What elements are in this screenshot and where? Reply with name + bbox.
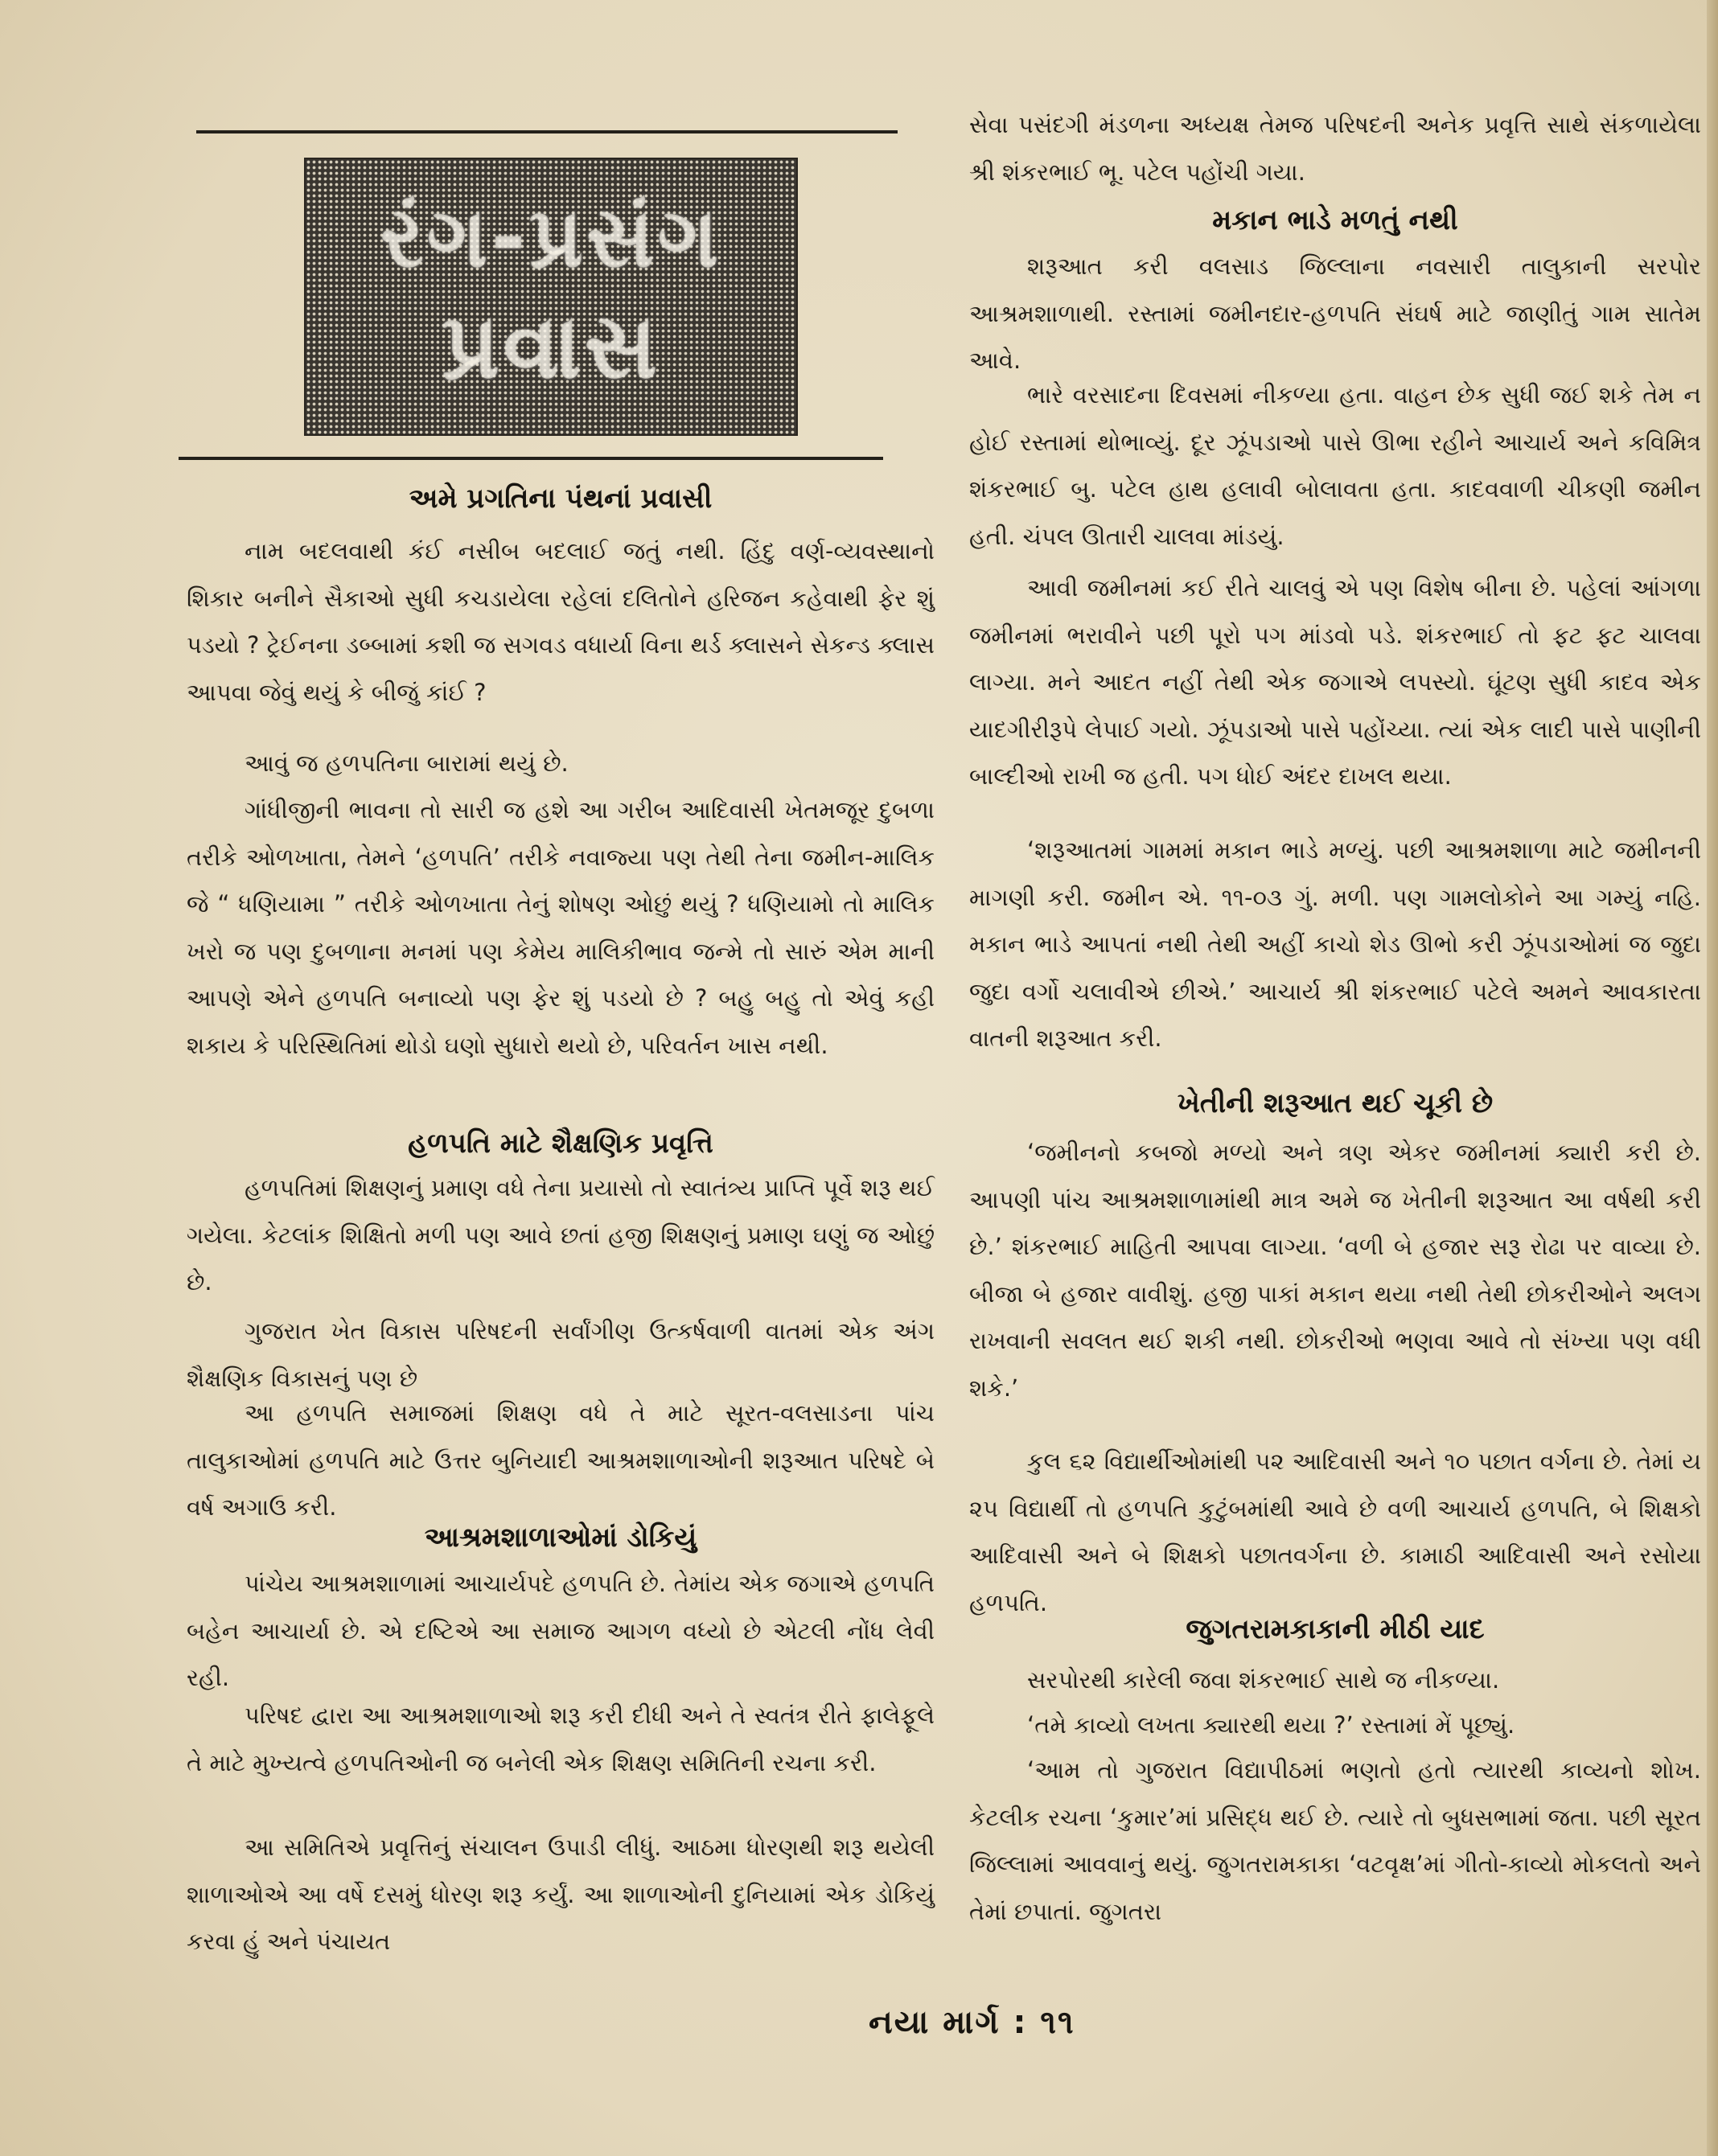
para-parishad: ગુજરાત ખેત વિકાસ પરિષદની સર્વાંગીણ ઉત્કર્ષવાળી વાતમાં એક અંગ શૈક્ષણિક વિકાસનું પણ છે <box>187 1317 935 1392</box>
heading-makan-bhade: મકાન ભાડે મળતું નથી <box>1212 204 1458 236</box>
para-jamin-kabjo: ‘જમીનનો કબજો મળ્યો અને ત્રણ એકર જમીનમાં ક્યારી કરી છે. આપણી પાંચ આશ્રમશાળામાંથી માત્ર અમે જ ખેતીની શરૂઆત આ વર્ષથી કરી છે.’ શંકરભાઈ માહિતી આપવા લાગ્યા. ‘વળી બે હજાર સરૂ રોઢા પર વાવ્યા છે. બીજા બે હજાર વાવીશું. હજી પાકાં મકાન થયા નથી તેથી છોકરીઓને અલગ રાખવાની સવલત થઈ શકી નથી. છોકરીઓ ભણવા આવે તો સંખ્યા પણ વધી શકે.’ <box>969 1139 1701 1402</box>
masthead-bottom-rule <box>179 457 883 460</box>
top-rule <box>196 130 898 133</box>
para-shikshan-praman: હળપતિમાં શિક્ષણનું પ્રમાણ વધે તેના પ્રયાસો તો સ્વાતંત્ર્ય પ્રાપ્તિ પૂર્વે શરૂ થઈ ગયેલા. કેટલાંક શિક્ષિતો મળી પણ આવે છતાં હજી શિક્ષણનું પ્રમાણ ઘણું જ ઓછું છે. <box>187 1174 935 1296</box>
heading-kheti: ખેતીની શરૂઆત થઈ ચૂકી છે <box>1177 1087 1494 1119</box>
para-aam-to: ‘આમ તો ગુજરાત વિદ્યાપીઠમાં ભણતો હતો ત્યારથી કાવ્યનો શોખ. કેટલીક રચના ‘કુમાર’માં પ્રસિદ્ધ થઈ છે. ત્યારે તો બુધસભામાં જતા. પછી સૂરત જિલ્લામાં આવવાનું થયું. જુગતરામકાકા ‘વટવૃક્ષ’માં ગીતો-કાવ્યો મોકલતો અને તેમાં છપાતાં. જુગતરા <box>969 1756 1701 1925</box>
heading-ashramshala: આશ્રમશાળાઓમાં ડોકિયું <box>424 1522 697 1554</box>
masthead-line-1: રંગ-પ્રસંગ <box>380 188 722 286</box>
para-gandhiji: ગાંધીજીની ભાવના તો સારી જ હશે આ ગરીબ આદિવાસી ખેતમજૂર દુબળા તરીકે ઓળખાતા, તેમને ‘હળપતિ’ તરીકે નવાજ્યા પણ તેથી તેના જમીન-માલિક જે “ ધણિયામા ” તરીકે ઓળખાતા તેનું શોષણ ઓછું થયું ? ધણિયામો તો માલિક ખરો જ પણ દુબળાના મનમાં પણ કેમેય માલિકીભાવ જન્મે તો સારું એમ માની આપણે એને હળપતિ બનાવ્યો પણ ફેર શું પડયો છે ? બહુ બહુ તો એવું કહી શકાય કે પરિસ્થિતિમાં થોડો ઘણો સુધારો થયો છે, પરિવર્તન ખાસ નથી. <box>187 796 935 1059</box>
para-samiti: આ સમિતિએ પ્રવૃત્તિનું સંચાલન ઉપાડી લીધું. આઠમા ધોરણથી શરૂ થયેલી શાળાઓએ આ વર્ષે દસમું ધોરણ શરૂ કર્યું. આ શાળાઓની દુનિયામાં એક ડોકિયું કરવા હું અને પંચાયત <box>187 1834 935 1955</box>
heading-shaikshanik: હળપતિ માટે શૈક્ષણિક પ્રવૃત્તિ <box>408 1127 713 1160</box>
para-halpati-samaj: આ હળપતિ સમાજમાં શિક્ષણ વધે તે માટે સૂરત-વલસાડના પાંચ તાલુકાઓમાં હળપતિ માટે ઉત્તર બુનિયાદી આશ્રમશાળાઓની શરૂઆત પરિષદે બે વર્ષ અગાઉ કરી. <box>187 1399 935 1521</box>
para-naam: નામ બદલવાથી કંઈ નસીબ બદલાઈ જતું નથી. હિંદુ વર્ણ-વ્યવસ્થાનો શિકાર બનીને સૈકાઓ સુધી કચડાયેલા રહેલાં દલિતોને હરિજન કહેવાથી ફેર શું પડયો ? ટ્રેઈનના ડબ્બામાં કશી જ સગવડ વધાર્યા વિના થર્ડ ક્લાસને સેકન્ડ ક્લાસ આપવા જેવું થયું કે બીજું કાંઈ ? <box>187 537 935 706</box>
para-parishad-dwara: પરિષદ દ્વારા આ આશ્રમશાળાઓ શરૂ કરી દીધી અને તે સ્વતંત્ર રીતે ફાલેફૂલે તે માટે મુખ્યત્વે હળપતિઓની જ બનેલી એક શિક્ષણ સમિતિની રચના કરી. <box>187 1702 935 1776</box>
heading-jugatram: જુગતરામકાકાની મીઠી યાદ <box>1186 1613 1485 1645</box>
page-edge <box>1707 0 1718 2156</box>
para-bhare-varsad: ભારે વરસાદના દિવસમાં નીકળ્યા હતા. વાહન છેક સુધી જઈ શકે તેમ ન હોઈ રસ્તામાં થોભાવ્યું. દૂર ઝૂંપડાઓ પાસે ઊભા રહીને આચાર્ય અને કવિમિત્ર શંકરભાઈ બુ. પટેલ હાથ હલાવી બોલાવતા હતા. કાદવવાળી ચીકણી જમીન હતી. ચંપલ ઊતારી ચાલવા માંડયું. <box>969 381 1701 550</box>
para-pancheya: પાંચેય આશ્રમશાળામાં આચાર્યપદે હળપતિ છે. તેમાંય એક જગાએ હળપતિ બહેન આચાર્યા છે. એ દષ્ટિએ આ સમાજ આગળ વધ્યો છે એટલી નોંધ લેવી રહી. <box>187 1570 935 1691</box>
para-kul-vidyarthi: કુલ ૬૨ વિદ્યાર્થીઓમાંથી ૫૨ આદિવાસી અને ૧૦ પછાત વર્ગના છે. તેમાં ય ૨૫ વિદ્યાર્થી તો હળપતિ કુટુંબમાંથી આવે છે વળી આચાર્ય હળપતિ, બે શિક્ષકો આદિવાસી અને બે શિક્ષકો પછાતવર્ગના છે. કામાઠી આદિવાસી અને રસોયા હળપતિ. <box>969 1448 1701 1616</box>
para-sharuaat: શરૂઆત કરી વલસાડ જિલ્લાના નવસારી તાલુકાની સરપોર આશ્રમશાળાથી. રસ્તામાં જમીનદાર-હળપતિ સંઘર્ષ માટે જાણીતું ગામ સાતેમ આવે. <box>969 253 1701 374</box>
masthead-line-2: પ્રવાસ <box>441 294 661 399</box>
para-aavi-jamin: આવી જમીનમાં કઈ રીતે ચાલવું એ પણ વિશેષ બીના છે. પહેલાં આંગળા જમીનમાં ભરાવીને પછી પૂરો પગ માંડવો પડે. શંકરભાઈ તો ફટ ફટ ચાલવા લાગ્યા. મને આદત નહીં તેથી એક જગાએ લપસ્યો. ઘૂંટણ સુધી કાદવ એક યાદગીરીરૂપે લેપાઈ ગયો. ઝૂંપડાઓ પાસે પહોંચ્યા. ત્યાં એક લાદી પાસે પાણીની બાલ્દીઓ રાખી જ હતી. પગ ધોઈ અંદર દાખલ થયા. <box>969 574 1701 790</box>
heading-pragati: અમે પ્રગતિના પંથનાં પ્રવાસી <box>409 483 713 515</box>
para-tame-kavyo: ‘તમે કાવ્યો લખતા ક્યારથી થયા ?’ રસ્તામાં મેં પૂછ્યું. <box>1027 1711 1515 1739</box>
para-seva: સેવા પસંદગી મંડળના અધ્યક્ષ તેમજ પરિષદની અનેક પ્રવૃત્તિ સાથે સંકળાયેલા શ્રી શંકરભાઈ ભૂ. પટેલ પહોંચી ગયા. <box>969 111 1701 186</box>
section-masthead-image <box>304 158 798 436</box>
para-aavu-j: આવું જ હળપતિના બારામાં થયું છે. <box>245 749 569 777</box>
page-footer: નયા માર્ગ : ૧૧ <box>869 2004 1075 2041</box>
para-sarpor: સરપોરથી કારેલી જવા શંકરભાઈ સાથે જ નીકળ્યા. <box>1027 1666 1500 1694</box>
para-gamma-makan: ‘શરૂઆતમાં ગામમાં મકાન ભાડે મળ્યું. પછી આશ્રમશાળા માટે જમીનની માગણી કરી. જમીન એ. ૧૧-૦૩ ગું. મળી. પણ ગામલોકોને આ ગમ્યું નહિ. મકાન ભાડે આપતાં નથી તેથી અહીં કાચો શેડ ઊભો કરી ઝૂંપડાઓમાં જ જુદા જુદા વર્ગો ચલાવીએ છીએ.’ આચાર્ય શ્રી શંકરભાઈ પટેલે અમને આવકારતા વાતની શરૂઆત કરી. <box>969 836 1701 1052</box>
